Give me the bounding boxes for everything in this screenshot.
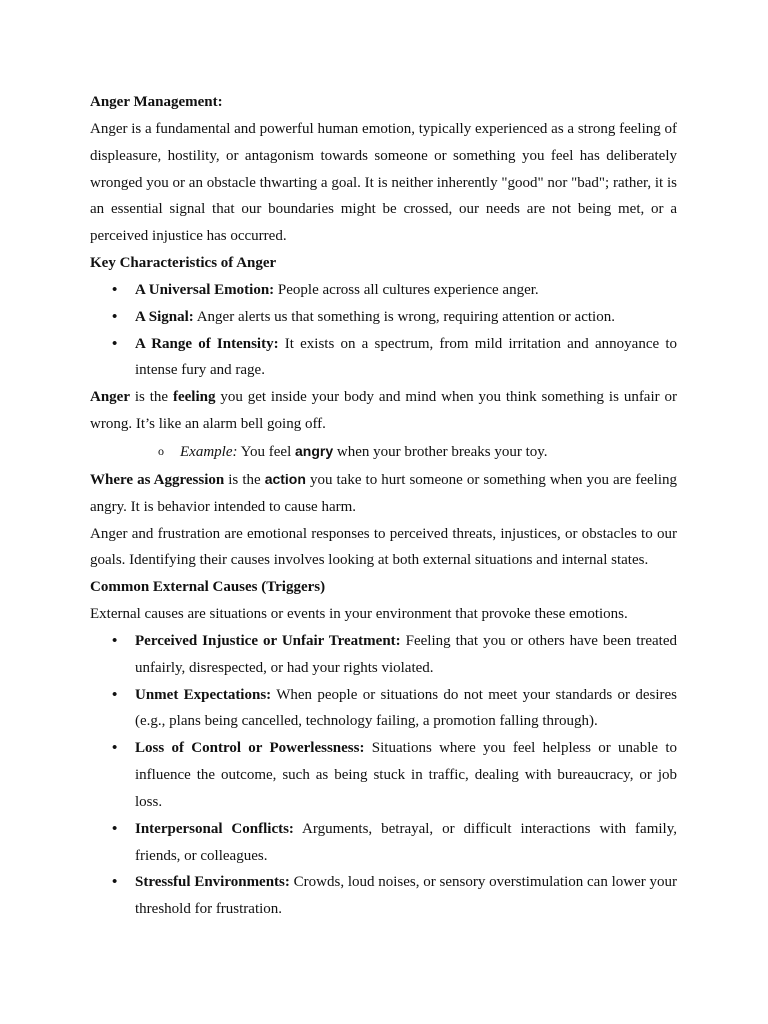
aggression-definition-text-2: you take to hurt someone or something when you are feeling angry. It is behavior intended to cause harm.	[90, 471, 677, 515]
list-item	[90, 682, 677, 736]
list-item-term: Interpersonal Conflicts:	[135, 820, 294, 837]
list-item-text: People across all cultures experience anger.	[274, 281, 539, 298]
list-item-text: Situations where you feel helpless or unable to influence the outcome, such as being stuck in traffic, dealing with bureaucracy, or job loss.	[135, 740, 677, 810]
list-item	[90, 331, 677, 385]
key-characteristics-heading: Key Characteristics of Anger	[90, 255, 277, 272]
aggression-definition-text-1: is the	[224, 471, 265, 488]
list-item-term: Loss of Control or Powerlessness:	[135, 740, 365, 757]
list-item-text: Feeling that you or others have been treated unfairly, disrespected, or had your rights violated.	[135, 632, 678, 676]
anger-definition	[90, 384, 677, 438]
list-item-text: When people or situations do not meet your standards or desires (e.g., plans being cancelled, technology failing, a promotion falling through).	[135, 686, 677, 730]
action-term: action	[264, 470, 306, 487]
list-item-text: Crowds, loud noises, or sensory overstimulation can lower your threshold for frustration.	[135, 874, 677, 918]
list-item-term: Stressful Environments:	[135, 874, 290, 891]
example-text-1: You feel	[237, 443, 295, 460]
anger-definition-text-1: is the	[130, 389, 173, 406]
aggression-definition	[90, 466, 677, 521]
anger-term: Anger	[90, 389, 130, 406]
list-item-term: A Universal Emotion:	[135, 281, 275, 298]
list-item-term: Unmet Expectations:	[135, 686, 272, 703]
list-item	[90, 816, 677, 870]
external-causes-intro: External causes are situations or events in your environment that provoke these emotions.	[90, 606, 628, 623]
list-item	[90, 304, 677, 331]
list-item-term: Perceived Injustice or Unfair Treatment:	[135, 632, 401, 649]
list-item	[90, 869, 677, 923]
page-title: Anger Management:	[90, 94, 223, 110]
angry-term: angry	[295, 442, 334, 459]
frustration-paragraph: Anger and frustration are emotional responses to perceived threats, injustices, or obstacles to our goals. Identifying their causes involves looking at both external situations and internal states.	[90, 525, 677, 569]
list-item-text: Anger alerts us that something is wrong, requiring attention or action.	[193, 308, 615, 325]
example-text-2: when your brother breaks your toy.	[333, 443, 548, 460]
list-item-term: A Range of Intensity:	[135, 335, 279, 352]
anger-definition-text-2: you get inside your body and mind when you think something is unfair or wrong. It’s like an alarm bell going off.	[90, 389, 677, 433]
external-causes-list	[90, 628, 677, 923]
list-item	[90, 735, 677, 816]
intro-paragraph: Anger is a fundamental and powerful human emotion, typically experienced as a strong feeling of displeasure, hostility, or antagonism towards someone or something you feel has deliberately wronged you or an obstacle thwarting a goal. It is neither inherently "good" nor "bad"; rather, it is an essential signal that our boundaries might be crossed, our needs are not being met, or a perceived injustice has occurred.	[90, 120, 677, 245]
list-item-text: Arguments, betrayal, or difficult interactions with family, friends, or colleagues.	[135, 820, 677, 864]
feeling-term: feeling	[172, 389, 216, 406]
list-item-term: A Signal:	[135, 308, 194, 325]
example-line	[90, 438, 677, 466]
aggression-term: Where as Aggression	[90, 471, 225, 488]
list-item	[90, 277, 677, 304]
list-item-text: It exists on a spectrum, from mild irritation and annoyance to intense fury and rage.	[135, 335, 677, 379]
sub-bullet-marker: o	[158, 443, 164, 458]
example-label: Example:	[180, 443, 238, 460]
list-item	[90, 628, 677, 682]
external-causes-heading: Common External Causes (Triggers)	[90, 579, 326, 596]
key-characteristics-list	[90, 277, 677, 384]
document-page	[90, 89, 677, 923]
